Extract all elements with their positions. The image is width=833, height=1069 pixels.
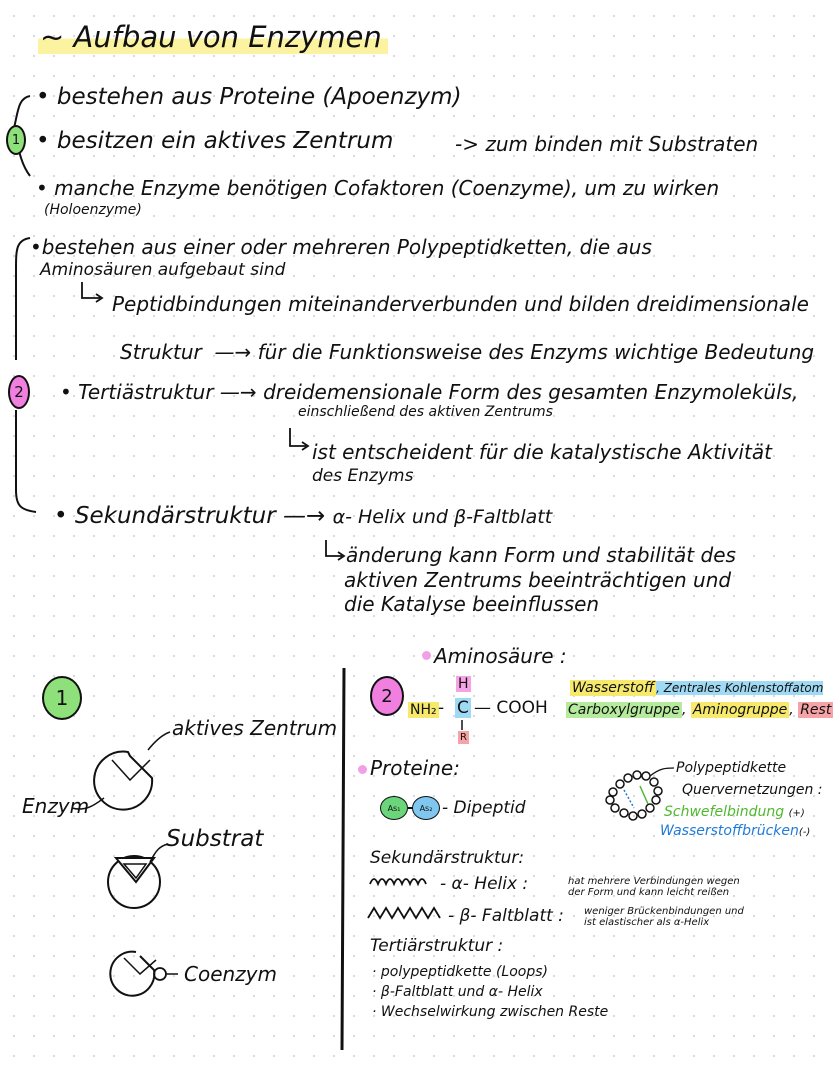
atom-rest: R	[460, 732, 467, 743]
amino-acid-title: Aminosäure :	[434, 644, 567, 668]
enzyme-label: Enzym	[22, 794, 90, 818]
helix-label: - α- Helix :	[440, 874, 529, 894]
sheet-label: - β- Faltblatt :	[448, 906, 564, 926]
carboxyl-group: — COOH	[474, 698, 548, 718]
sheet-note: weniger Brückenbindungen und ist elastischer als α-Helix	[584, 906, 744, 928]
active-site-pointer	[148, 732, 170, 750]
section2-sub-1: Peptidbindungen miteinanderverbunden und bilden dreidimensionale	[112, 292, 809, 316]
tertiary-sub-2: des Enzyms	[312, 466, 414, 486]
section1-bullet-2: • besitzen ein aktives Zentrum	[36, 128, 394, 154]
active-site-label: aktives Zentrum	[172, 716, 338, 740]
tertiary-cont: einschließend des aktiven Zentrums	[298, 404, 553, 420]
secondary-structure: • Sekundärstruktur —→ α- Helix und β-Faltblatt	[54, 503, 553, 529]
atom-hydrogen: H	[458, 676, 469, 692]
section1-badge: 1	[6, 125, 26, 155]
substrate-label: Substrat	[166, 826, 264, 852]
section2-sub-2: Struktur —→ für die Funktionsweise des Enzyms wichtige Bedeutung	[120, 340, 815, 364]
tertiary-item-2: · β-Faltblatt und α- Helix	[372, 984, 543, 1000]
secondary-sub-1: änderung kann Form und stabilität des	[346, 543, 736, 567]
helix-icon	[370, 879, 426, 884]
legend-line-2: Carboxylgruppe , Aminogruppe , Rest	[568, 702, 832, 718]
polypeptide-chain-icon	[606, 771, 662, 820]
section1-bullet-3-note: (Holoenzyme)	[44, 202, 142, 218]
section1-bullet-2-arrow: -> zum binden mit Substraten	[455, 132, 759, 156]
tertiary-structure: • Tertiästruktur —→ dreidemensionale Form des gesamten Enzymoleküls,	[60, 380, 799, 404]
bottom-right-badge: 2	[370, 676, 404, 716]
section1-bullet-3: • manche Enzyme benötigen Cofaktoren (Coenzyme), um zu wirken	[36, 176, 720, 200]
polypeptide-label: Polypeptidkette	[676, 760, 787, 776]
helix-note: hat mehrere Verbindungen wegen der Form und kann leicht reißen	[568, 876, 740, 898]
central-carbon: C	[457, 698, 469, 718]
amino-group: NH₂	[410, 702, 437, 718]
hydrogen-bond-label: Wasserstoffbrücken(-)	[660, 823, 811, 839]
tertiary-item-1: · polypeptidkette (Loops)	[372, 964, 548, 980]
tertiary-item-3: · Wechselwirkung zwischen Reste	[372, 1004, 609, 1020]
page-title: ~ Aufbau von Enzymen	[38, 20, 388, 54]
tertiary-title: Tertiärstruktur :	[370, 936, 504, 956]
substrate-shape	[116, 858, 154, 882]
bullet-dot	[422, 651, 431, 660]
secondary-title: Sekundärstruktur:	[370, 848, 525, 868]
divider-line	[342, 668, 344, 1050]
dipeptide-label: - Dipeptid	[442, 798, 526, 818]
section2-bullet-1: •bestehen aus einer oder mehreren Polypeptidketten, die aus	[30, 235, 652, 259]
coenzyme-shape	[110, 952, 154, 996]
enzyme-shape	[94, 752, 152, 810]
proteins-title: Proteine:	[370, 756, 460, 780]
coenzyme-label: Coenzym	[184, 962, 277, 986]
bottom-left-badge: 1	[42, 676, 82, 720]
amino-acid-2: As₂	[412, 796, 440, 820]
section1-bullet-1: • bestehen aus Proteine (Apoenzym)	[36, 84, 462, 110]
tertiary-sub-1: ist entscheident für die katalystische Aktivität	[312, 440, 772, 464]
legend-line-1: Wasserstoff , Zentrales Kohlenstoffatom	[572, 680, 824, 696]
sulfur-bond-label: Schwefelbindung (+)	[664, 804, 805, 820]
crosslinks-label: Quervernetzungen :	[682, 782, 823, 798]
section2-bullet-1-cont: Aminosäuren aufgebaut sind	[40, 260, 286, 280]
section2-badge: 2	[8, 375, 30, 409]
amino-acid-1: As₁	[380, 796, 408, 820]
secondary-sub-3: die Katalyse beeinflussen	[344, 592, 600, 616]
secondary-sub-2: aktiven Zentrums beeinträchtigen und	[344, 568, 732, 592]
sheet-icon	[368, 908, 440, 918]
